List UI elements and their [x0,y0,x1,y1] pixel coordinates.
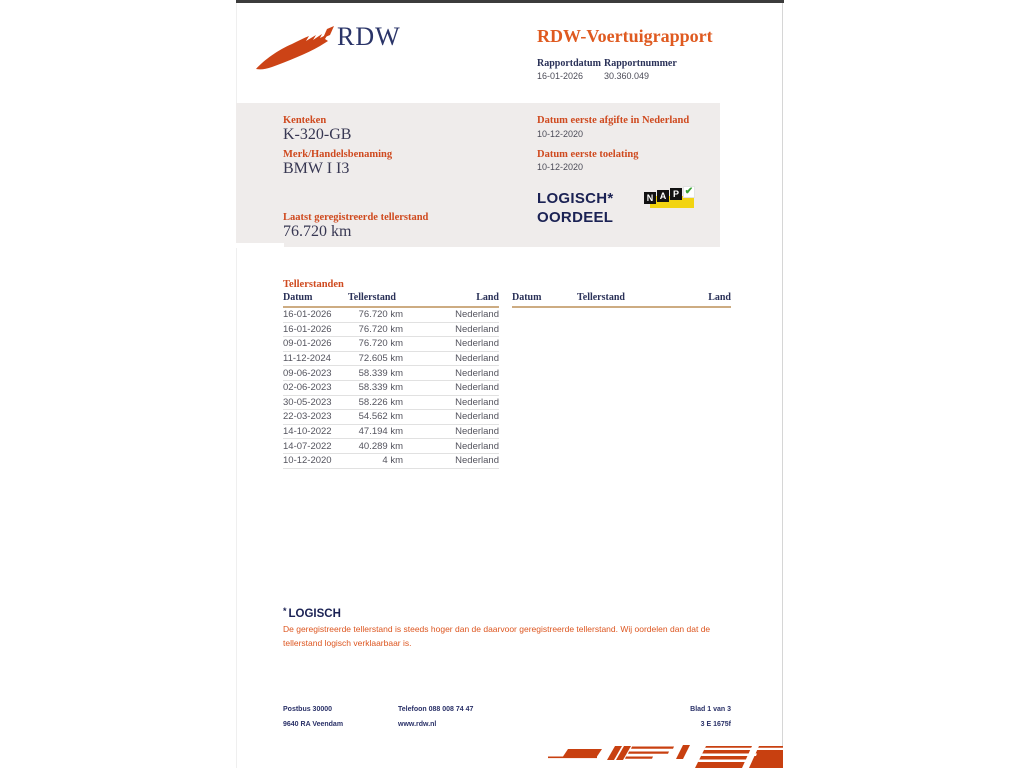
footer-address-line2: 9640 RA Veendam [283,721,344,728]
cell-land: Nederland [403,380,499,395]
cell-datum: 14-07-2022 [283,439,348,454]
kenteken-label: Kenteken [283,115,327,126]
eerste-toelating-label: Datum eerste toelating [537,149,639,160]
cell-datum: 22-03-2023 [283,410,348,425]
cell-tellerstand: 4 km [348,453,403,468]
logisch-footnote-text: De geregistreerde tellerstand is steeds hoger dan de daarvoor geregistreerde tellerstand. Wij oordelen dan dat de tellerstand logisch verklaarbaar is. [283,624,711,648]
table-row [283,439,499,454]
cell-tellerstand: 76.720 km [348,307,403,322]
tellerstanden-table-right [512,292,731,308]
cell-tellerstand: 54.562 km [348,410,403,425]
table-row [283,380,499,395]
table-row [283,395,499,410]
tellerstanden-section-title: Tellerstanden [283,279,344,290]
rdw-wing-logo-icon [254,26,334,71]
cell-datum: 16-01-2026 [283,307,348,322]
nap-letter-n: N [644,192,656,204]
cell-datum: 14-10-2022 [283,424,348,439]
cell-datum: 10-12-2020 [283,453,348,468]
col-header-land: Land [403,292,499,307]
cell-land: Nederland [403,453,499,468]
table-row [283,424,499,439]
page-top-rule [236,0,784,3]
table-row [283,337,499,352]
cell-datum: 16-01-2026 [283,322,348,337]
cell-tellerstand: 58.226 km [348,395,403,410]
laatste-tellerstand-value: 76.720 km [283,223,352,240]
nap-checkmark-icon: ✔ [684,186,694,197]
kenteken-value: K-320-GB [283,126,352,143]
cell-land: Nederland [403,410,499,425]
report-number-value: 30.360.049 [604,71,650,81]
footnote-title-text: LOGISCH [288,608,341,620]
cell-datum: 30-05-2023 [283,395,348,410]
footer-website-link[interactable]: www.rdw.nl [398,721,437,728]
footer-contact [398,702,473,732]
cell-datum: 02-06-2023 [283,380,348,395]
rdw-stripes-graphic-icon [546,745,783,768]
table-left-header [283,292,499,307]
nap-letter-p: P [670,188,682,200]
footer-address [283,702,343,732]
footer-page-info [600,702,731,732]
cell-tellerstand: 76.720 km [348,337,403,352]
table-left-body [283,307,499,468]
cell-land: Nederland [403,424,499,439]
cell-land: Nederland [403,439,499,454]
cell-land: Nederland [403,366,499,381]
nap-verdict-text [537,189,614,227]
table-row [283,351,499,366]
table-row [283,366,499,381]
verdict-line-1: LOGISCH* [537,190,614,207]
footer-page-indicator: Blad 1 van 3 [690,706,731,713]
merk-value: BMW I I3 [283,160,350,177]
footnote-asterisk: * [283,606,287,616]
cell-land: Nederland [403,395,499,410]
eerste-toelating-value: 10-12-2020 [537,162,584,172]
cell-datum: 11-12-2024 [283,351,348,366]
col-header-tellerstand-2: Tellerstand [577,292,632,307]
cell-land: Nederland [403,322,499,337]
table-row [283,307,499,322]
table-right-header [512,292,731,307]
report-date-value: 16-01-2026 [537,71,584,81]
cell-tellerstand: 58.339 km [348,366,403,381]
verdict-line-2: OORDEEL [537,209,614,226]
cell-tellerstand: 58.339 km [348,380,403,395]
col-header-land-2: Land [632,292,731,307]
footer-form-code: 3 E 1675f [700,721,731,728]
cell-land: Nederland [403,307,499,322]
cell-tellerstand: 40.289 km [348,439,403,454]
tellerstanden-table-left [283,292,499,469]
footer-phone: Telefoon 088 008 74 47 [398,706,474,713]
nap-letter-a: A [657,190,669,202]
cell-tellerstand: 72.605 km [348,351,403,366]
table-row [283,410,499,425]
cell-tellerstand: 76.720 km [348,322,403,337]
nap-logo [644,186,696,212]
col-header-tellerstand: Tellerstand [348,292,403,307]
cell-land: Nederland [403,351,499,366]
cell-tellerstand: 47.194 km [348,424,403,439]
logisch-footnote-title [283,606,341,620]
document-title: RDW-Voertuigrapport [537,26,713,46]
table-row [283,453,499,468]
report-number-label: Rapportnummer [604,58,677,69]
footer-address-line1: Postbus 30000 [283,706,333,713]
cell-land: Nederland [403,337,499,352]
col-header-datum: Datum [283,292,348,307]
panel-corner-notch [236,243,284,248]
eerste-afgifte-label: Datum eerste afgifte in Nederland [537,115,690,126]
eerste-afgifte-value: 10-12-2020 [537,129,584,139]
table-row [283,322,499,337]
report-date-label: Rapportdatum [537,58,601,69]
merk-label: Merk/Handelsbenaming [283,149,393,160]
laatste-tellerstand-label: Laatst geregistreerde tellerstand [283,212,429,223]
cell-datum: 09-06-2023 [283,366,348,381]
col-header-datum-2: Datum [512,292,577,307]
cell-datum: 09-01-2026 [283,337,348,352]
brand-wordmark: RDW [337,22,401,51]
